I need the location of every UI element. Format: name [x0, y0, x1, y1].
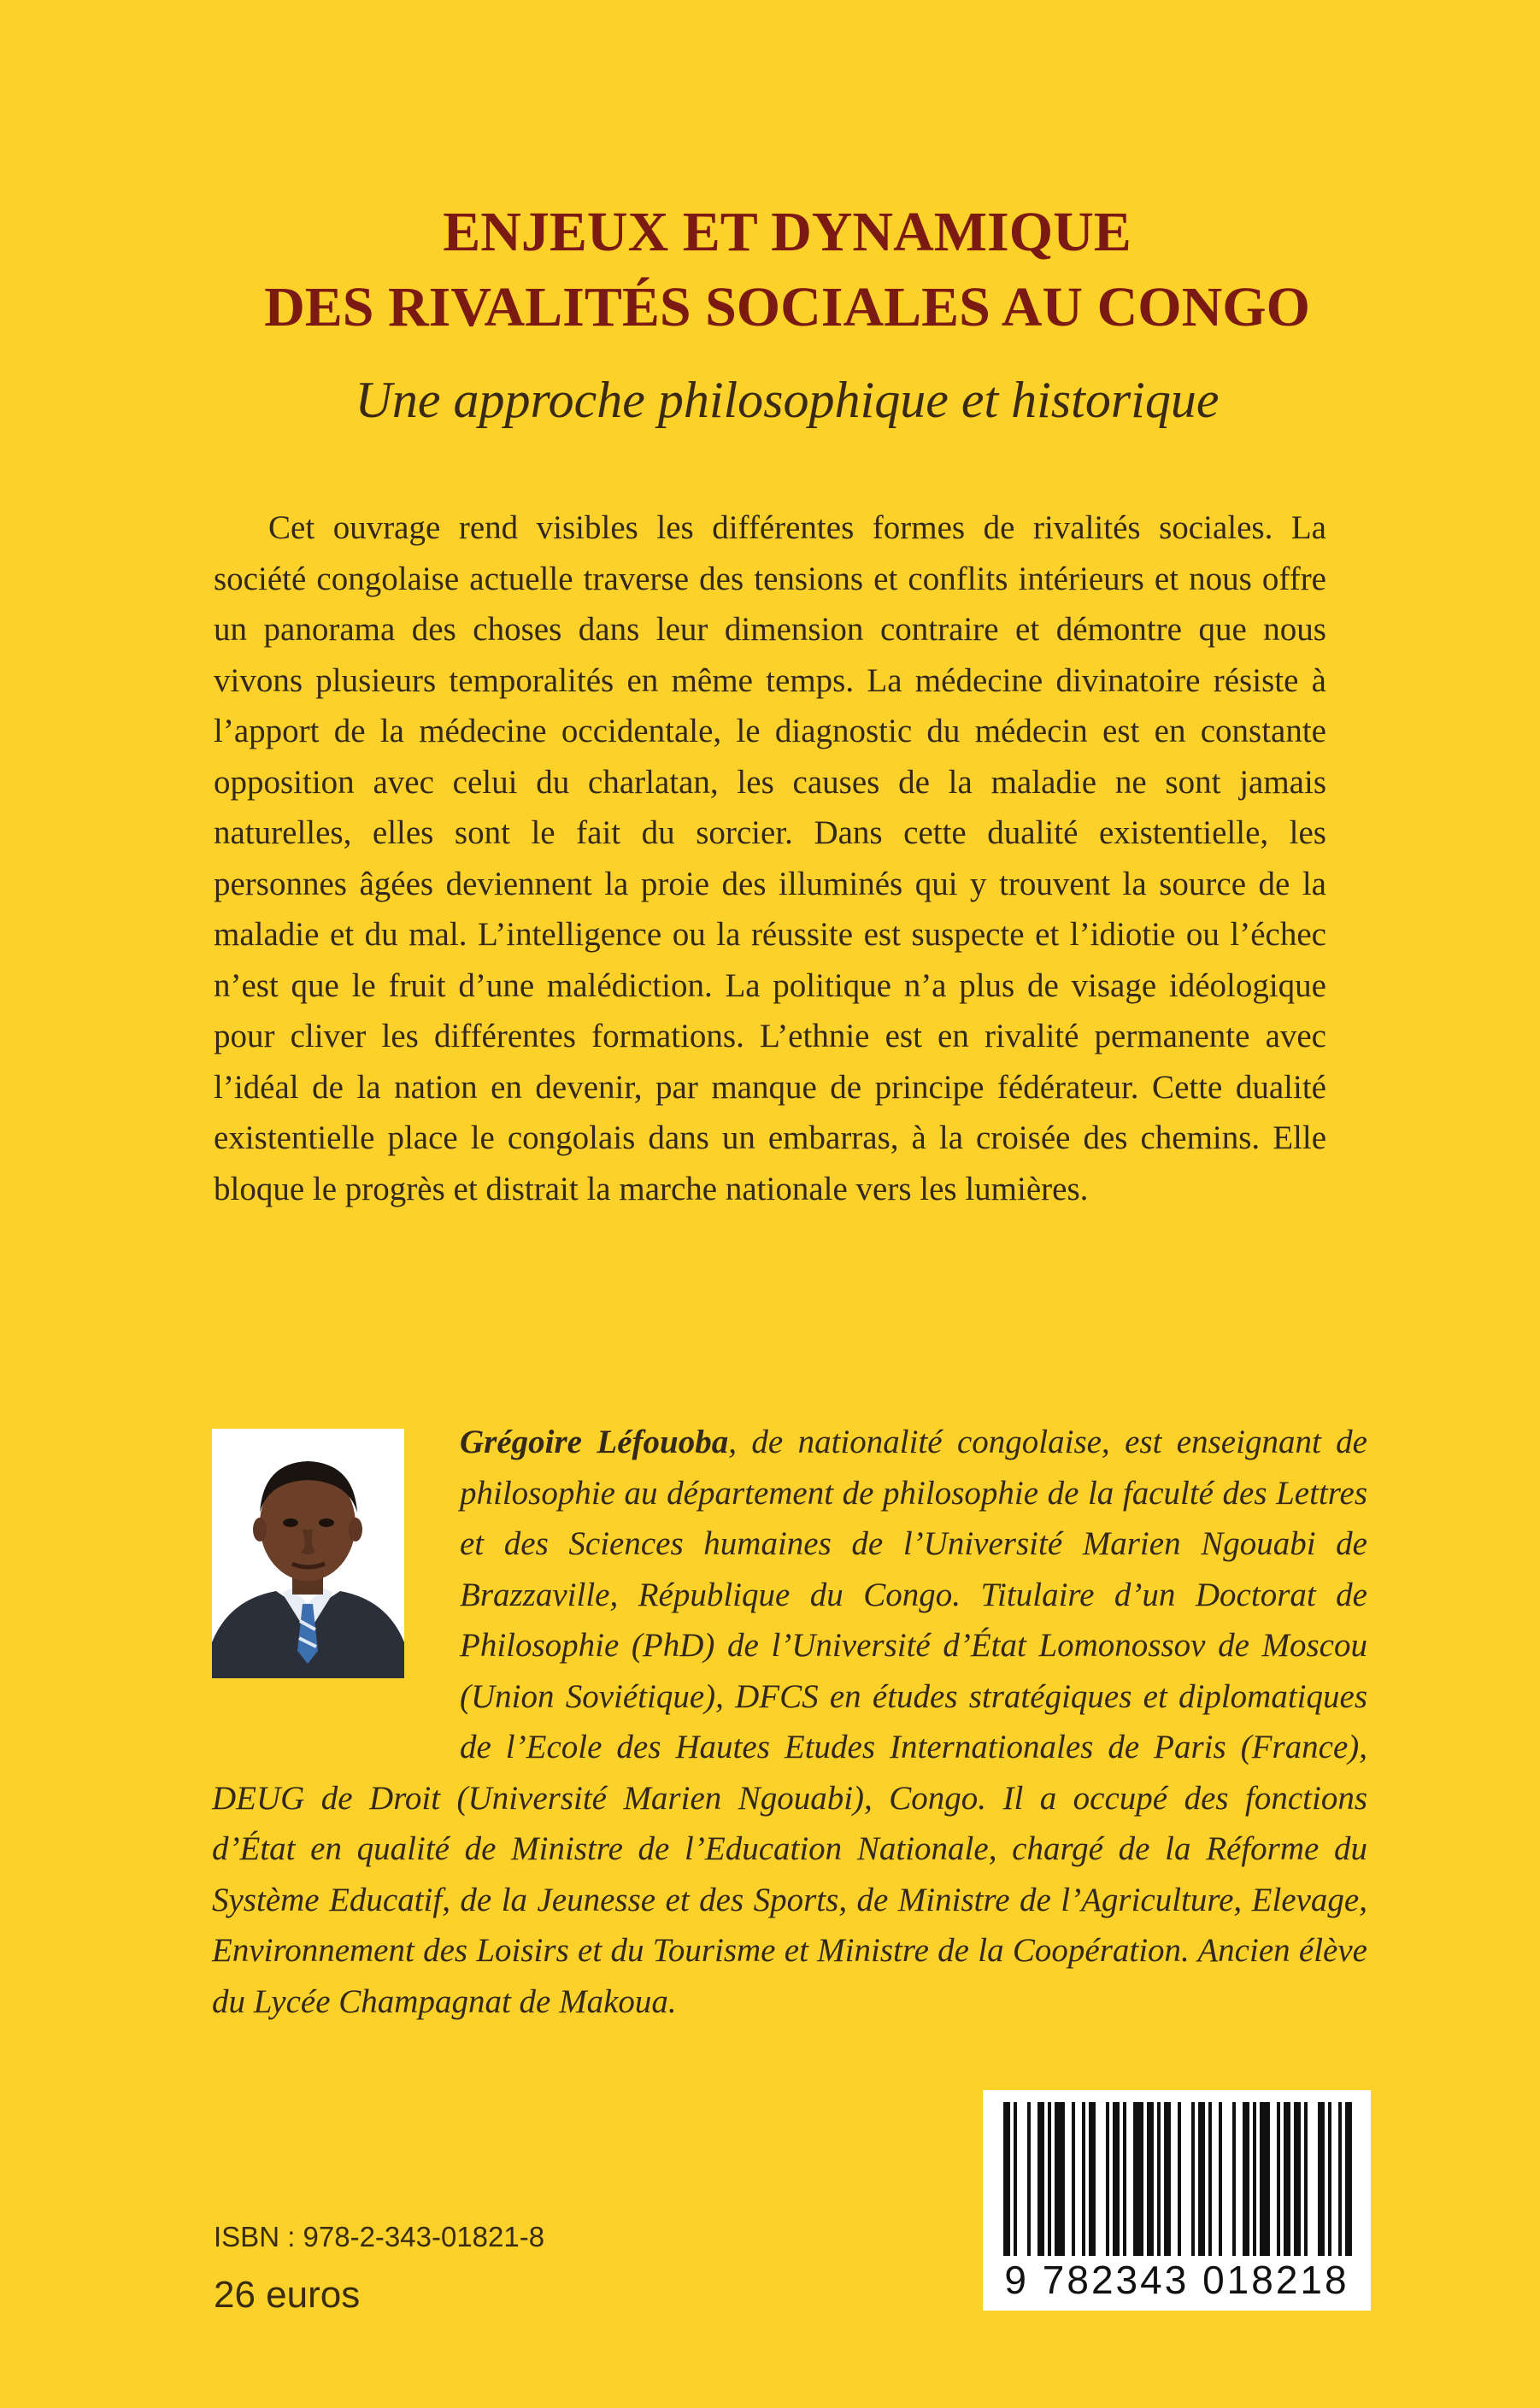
isbn-number: ISBN : 978-2-343-01821-8 [214, 2221, 545, 2252]
book-price: 26 euros [214, 2274, 361, 2316]
barcode-bar [1133, 2102, 1143, 2256]
author-biography [212, 1417, 1367, 2027]
barcode-bar [1089, 2102, 1096, 2256]
barcode-bar [1191, 2102, 1195, 2256]
barcode-bar [1304, 2102, 1308, 2256]
barcode-bar [1037, 2102, 1044, 2256]
barcode-bar [1232, 2102, 1236, 2256]
barcode-bar [1328, 2102, 1331, 2256]
barcode-digits: 9 782343 018218 [1004, 2258, 1349, 2302]
barcode-bar [1260, 2102, 1270, 2256]
barcode-bar [1219, 2102, 1222, 2256]
author-bio-text: , de nationalité congolaise, est enseignant de philosophie au département de philosophie de la faculté des Lettres et des Sciences humaines de l’Université Marien Ngouabi de Brazzaville, République du Congo. Titulaire d’un Doctorat de Philosophie (PhD) de l’Université d’État Lomonossov de Moscou (Union Soviétique), DFCS en études stratégiques et diplomatiques de l’Ecole des Hautes Etudes Internationales de Paris (France), DEUG de Droit (Université Marien Ngouabi), Congo. Il a occupé des fonctions d’État en qualité de Ministre de l’Education Nationale, chargé de la Réforme du Système Educatif, de la Jeunesse et des Sports, de Ministre de l’Agriculture, Elevage, Environnement des Loisirs et du Tourisme et Ministre de la Coopération. Ancien élève du Lycée Champagnat de Makoua. [212, 1424, 1367, 2020]
barcode-bar [1147, 2102, 1154, 2256]
barcode-bar [1164, 2102, 1171, 2256]
book-title-line-1: ENJEUX ET DYNAMIQUE [443, 201, 1131, 263]
barcode-bar [1253, 2102, 1256, 2256]
barcode-bar [1345, 2102, 1352, 2256]
barcode-bar [1338, 2102, 1342, 2256]
barcode-bar [1277, 2102, 1280, 2256]
barcode-bar [1294, 2102, 1301, 2256]
barcode-bar [1003, 2102, 1010, 2256]
barcode-bar [1178, 2102, 1181, 2256]
barcode-bars [983, 2090, 1371, 2261]
barcode-bar [1123, 2102, 1126, 2256]
barcode-bar [1055, 2102, 1065, 2256]
barcode-bar [1157, 2102, 1161, 2256]
book-summary: Cet ouvrage rend visibles les différentes formes de rivalités sociales. La société congolaise actuelle traverse des tensions et conflits intérieurs et nous offre un panorama des choses dans leur dimension contraire et démontre que nous vivons plusieurs temporalités en même temps. La médecine divinatoire résiste à l’apport de la médecine occidentale, le diagnostic du médecin est en constante opposition avec celui du charlatan, les causes de la maladie ne sont jamais naturelles, elles sont le fait du sorcier. Dans cette dualité existentielle, les personnes âgées deviennent la proie des illuminés qui y trouvent la source de la maladie et du mal. L’intelligence ou la réussite est suspecte et l’idiotie ou l’échec n’est que le fruit d’une malédiction. La politique n’a plus de visage idéologique pour cliver les différentes formations. L’ethnie est en rivalité permanente avec l’idéal de la nation en devenir, par manque de principe fédérateur. Cette dualité existentielle place le congolais dans un embarras, à la croisée des chemins. Elle bloque le progrès et distrait la marche nationale vers les lumières. [214, 509, 1326, 1207]
book-subtitle: Une approche philosophique et historique [355, 372, 1220, 428]
isbn-barcode [983, 2090, 1371, 2311]
barcode-bar [1198, 2102, 1205, 2256]
barcode-bar [1014, 2102, 1017, 2256]
barcode-bar [1082, 2102, 1085, 2256]
barcode-bar [1048, 2102, 1051, 2256]
barcode-bar [1027, 2102, 1031, 2256]
barcode-bar [1106, 2102, 1109, 2256]
barcode-bar [1113, 2102, 1120, 2256]
barcode-bar [1284, 2102, 1290, 2256]
barcode-bar [1072, 2102, 1075, 2256]
book-title-line-2: DES RIVALITÉS SOCIALES AU CONGO [264, 276, 1310, 338]
barcode-bar [1318, 2102, 1325, 2256]
barcode-bar [1243, 2102, 1249, 2256]
photo-spacer [212, 1417, 460, 1723]
barcode-bar [1208, 2102, 1212, 2256]
author-name: Grégoire Léfouoba [460, 1424, 729, 1460]
